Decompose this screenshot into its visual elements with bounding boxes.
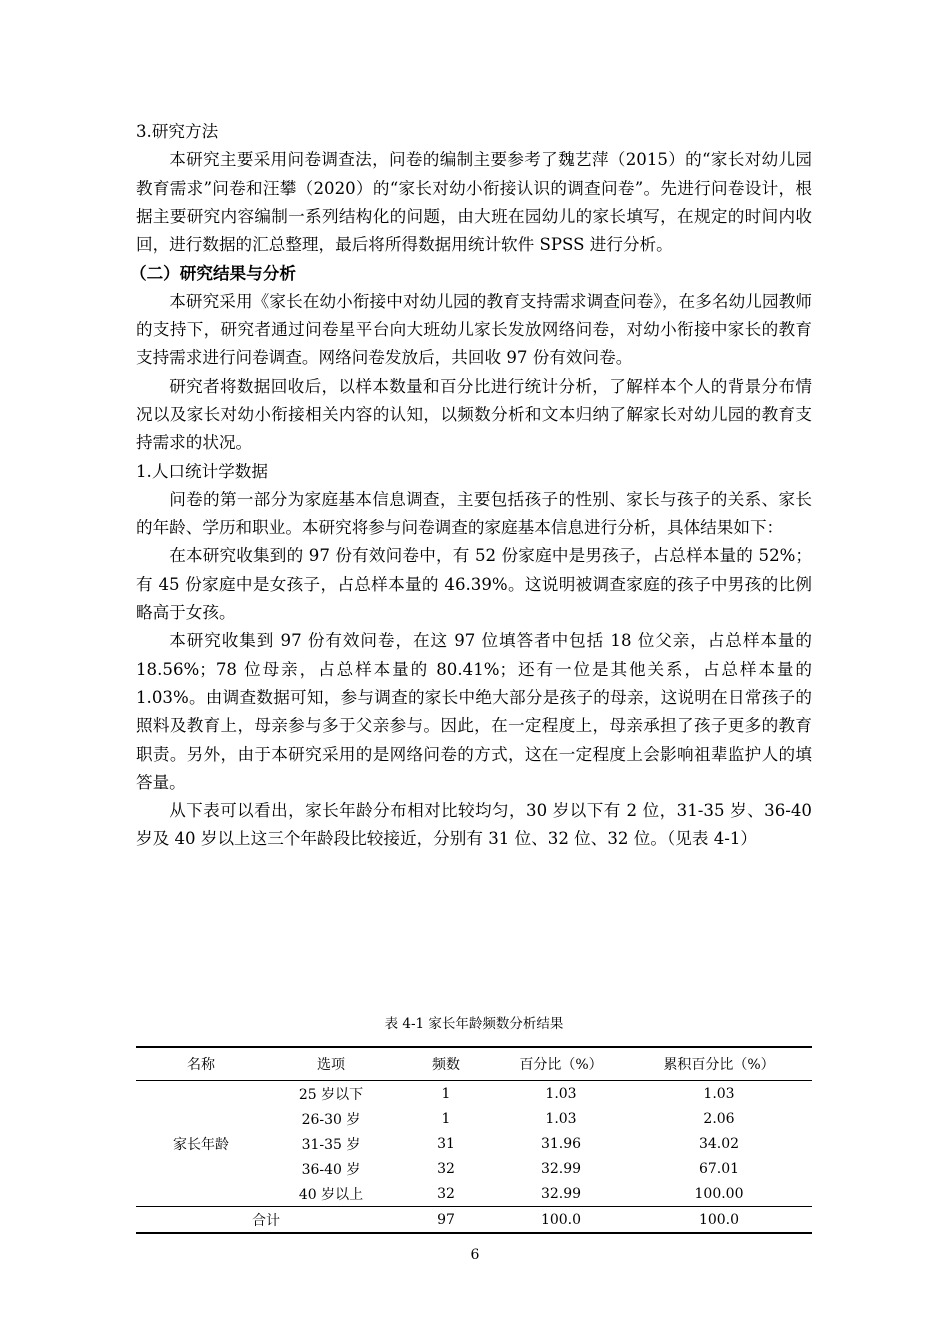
page-number: 6 — [470, 1247, 480, 1263]
body-text — [130, 118, 812, 854]
cell-frequency: 32 — [437, 1185, 455, 1202]
cell-option: 36-40 岁 — [301, 1161, 361, 1178]
section-heading-results: （二）研究结果与分析 — [130, 263, 296, 284]
group-label-parent-age: 家长年龄 — [173, 1136, 229, 1153]
cell-percent: 1.03 — [545, 1110, 577, 1127]
paragraph-research-method: 本研究主要采用问卷调查法，问卷的编制主要参考了魏艺萍（2015）的“家长对幼儿园教育需求”问卷和汪攀（2020）的“家长对幼小衔接认识的调查问卷”。先进行问卷设计，根据主要研究内容编制一系列结构化的问题，由大班在园幼儿的家长填写，在规定的时间内收回，进行数据的汇总整理，最后将所得数据用统计软件 SPSS 进行分析。 — [136, 150, 812, 255]
header-cumulative-percent: 累积百分比（%） — [626, 1047, 812, 1081]
cell-option: 40 岁以上 — [298, 1186, 364, 1203]
cell-frequency: 1 — [441, 1085, 451, 1102]
paragraph-analysis-method: 研究者将数据回收后，以样本数量和百分比进行统计分析，了解样本个人的背景分布情况以及家长对幼小衔接相关内容的认知，以频数分析和文本归纳了解家长对幼儿园的教育支持需求的状况。 — [136, 376, 812, 453]
cell-cumulative: 67.01 — [698, 1160, 740, 1177]
table-caption: 表 4-1 家长年龄频数分析结果 — [384, 1016, 564, 1032]
paragraph-demographics-intro: 问卷的第一部分为家庭基本信息调查，主要包括孩子的性别、家长与孩子的关系、家长的年龄、学历和职业。本研究将参与问卷调查的家庭基本信息进行分析，具体结果如下： — [136, 489, 812, 538]
header-option: 选项 — [266, 1047, 396, 1081]
cell-percent: 31.96 — [540, 1135, 582, 1152]
cell-percent: 1.03 — [545, 1085, 577, 1102]
header-percent: 百分比（%） — [496, 1047, 626, 1081]
section-heading-demographics: 1.人口统计学数据 — [136, 461, 268, 481]
age-frequency-table — [136, 1046, 812, 1234]
paragraph-parent-relation: 本研究收集到 97 份有效问卷，在这 97 位填答者中包括 18 位父亲，占总样本量的 18.56%；78 位母亲，占总样本量的 80.41%；还有一位是其他关系，占总样本量的 1.03%。由调查数据可知，参与调查的家长中绝大部分是孩子的母亲，这说明在日常孩子的照料及教育上，母亲参与多于父亲参与。因此，在一定程度上，母亲承担了孩子更多的教育职责。另外，由于本研究采用的是网络问卷的方式，这在一定程度上会影响祖辈监护人的填答量。 — [136, 631, 812, 792]
table-row — [136, 1081, 812, 1107]
header-name: 名称 — [136, 1047, 266, 1081]
cell-option: 31-35 岁 — [301, 1136, 361, 1153]
cell-option: 26-30 岁 — [301, 1111, 361, 1128]
total-frequency: 97 — [396, 1207, 496, 1234]
cell-frequency: 31 — [437, 1135, 455, 1152]
cell-percent: 32.99 — [540, 1160, 582, 1177]
cell-cumulative: 34.02 — [698, 1135, 740, 1152]
table-total-row — [136, 1207, 812, 1234]
total-cumulative: 100.0 — [626, 1207, 812, 1234]
paragraph-questionnaire: 本研究采用《家长在幼小衔接中对幼儿园的教育支持需求调查问卷》，在多名幼儿园教师的支持下，研究者通过问卷星平台向大班幼儿家长发放网络问卷，对幼小衔接中家长的教育支持需求进行问卷调查。网络问卷发放后，共回收 97 份有效问卷。 — [136, 291, 812, 368]
total-label: 合计 — [136, 1207, 396, 1234]
cell-option: 25 岁以下 — [298, 1086, 364, 1103]
cell-percent: 32.99 — [540, 1185, 582, 1202]
table-header-row — [136, 1047, 812, 1081]
cell-frequency: 32 — [437, 1160, 455, 1177]
cell-frequency: 1 — [441, 1110, 451, 1127]
section-heading-research-method: 3.研究方法 — [136, 122, 219, 141]
total-percent: 100.0 — [496, 1207, 626, 1234]
header-frequency: 频数 — [396, 1047, 496, 1081]
paragraph-child-gender: 在本研究收集到的 97 份有效问卷中，有 52 份家庭中是男孩子，占总样本量的 52%；有 45 份家庭中是女孩子，占总样本量的 46.39%。这说明被调查家庭的孩子中男孩的比例略高于女孩。 — [136, 546, 812, 623]
cell-cumulative: 100.00 — [694, 1185, 744, 1202]
paragraph-parent-age: 从下表可以看出，家长年龄分布相对比较均匀，30 岁以下有 2 位，31-35 岁、36-40 岁及 40 岁以上这三个年龄段比较接近，分别有 31 位、32 位、32 位。（见表 4-1） — [136, 801, 812, 849]
cell-cumulative: 2.06 — [703, 1110, 735, 1127]
cell-cumulative: 1.03 — [703, 1085, 735, 1102]
